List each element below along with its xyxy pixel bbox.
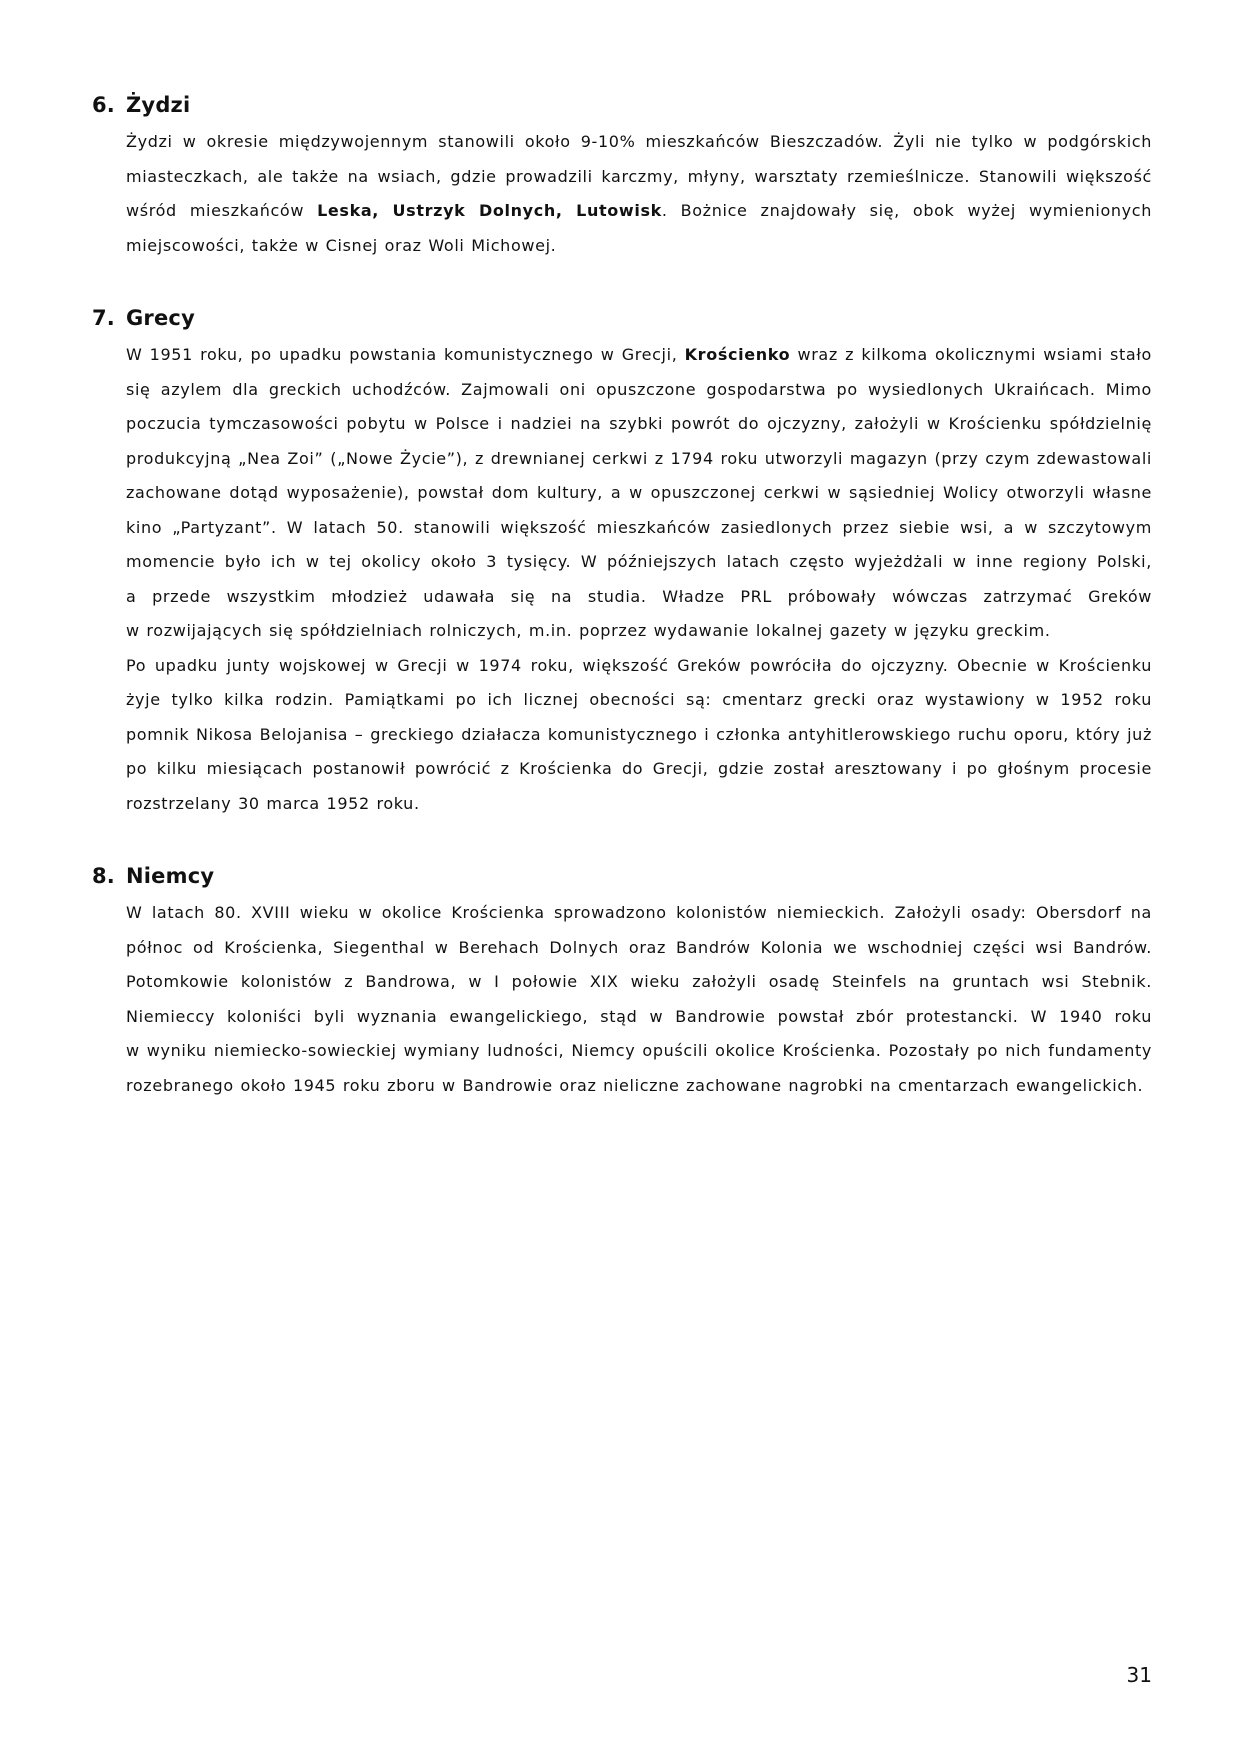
text-run: Po upadku junty wojskowej w Grecji w 1974 roku, większość Greków powróciła do ojczyzny. Obecnie w Krościenku żyje tylko kilka rodzin. Pamiątkami po ich licznej obecności są: cmentarz grecki oraz wystawiony w 1952 roku pomnik Nikosa Belojanisa – greckiego działacza komunistycznego i członka antyhitlerowskiego ruchu oporu, który już po kilku miesiącach postanowił powrócić z Krościenka do Grecji, gdzie został aresztowany i po głośnym procesie rozstrzelany 30 marca 1952 roku. (126, 655, 1152, 813)
paragraph (126, 338, 1152, 649)
bold-text-run: Krościenko (684, 345, 791, 364)
text-run: . Bożnice znajdowały się, obok wyżej wymienionych miejscowości, także w Cisnej oraz Woli Michowej. (126, 201, 1152, 255)
section-zydzi (92, 92, 1152, 263)
section-heading (92, 863, 1152, 889)
section-grecy (92, 305, 1152, 821)
text-run: W latach 80. XVIII wieku w okolice Krościenka sprowadzono kolonistów niemieckich. Założyli osady: Obersdorf na północ od Krościenka, Siegenthal w Berehach Dolnych oraz Bandrów Kolonia we wschodniej części wsi Bandrów. Potomkowie kolonistów z Bandrowa, w I połowie XIX wieku założyli osadę Steinfels na gruntach wsi Stebnik. Niemieccy koloniści byli wyznania ewangelickiego, stąd w Bandrowie powstał zbór protestancki. W 1940 roku w wyniku niemiecko-sowieckiej wymiany ludności, Niemcy opuścili okolice Krościenka. Pozostały po nich fundamenty rozebranego około 1945 roku zboru w Bandrowie oraz nieliczne zachowane nagrobki na cmentarzach ewangelickich. (126, 903, 1152, 1095)
paragraph (126, 896, 1152, 1103)
document-page (92, 92, 1152, 1103)
section-title: Niemcy (126, 864, 215, 888)
section-heading (92, 305, 1152, 331)
section-number: 7. (92, 306, 115, 330)
section-number: 6. (92, 93, 115, 117)
text-run: wraz z kilkoma okolicznymi wsiami stało się azylem dla greckich uchodźców. Zajmowali oni opuszczone gospodarstwa po wysiedlonych Ukraińcach. Mimo poczucia tymczasowości pobytu w Polsce i nadziei na szybki powrót do ojczyzny, założyli w Krościenku spółdzielnię produkcyjną „Nea Zoi” („Nowe Życie”), z drewnianej cerkwi z 1794 roku utworzyli magazyn (przy czym zdewastowali zachowane dotąd wyposażenie), powstał dom kultury, a w opuszczonej cerkwi w sąsiedniej Wolicy otworzyli własne kino „Partyzant”. W latach 50. stanowili większość mieszkańców zasiedlonych przez siebie wsi, a w szczytowym momencie było ich w tej okolicy około 3 tysięcy. W późniejszych latach często wyjeżdżali w inne regiony Polski, a przede wszystkim młodzież udawała się na studia. Władze PRL próbowały wówczas zatrzymać Greków w rozwijających się spółdzielniach rolniczych, m.in. poprzez wydawanie lokalnej gazety w języku greckim. (126, 345, 1152, 640)
paragraph (126, 125, 1152, 263)
section-body (126, 896, 1152, 1103)
bold-text-run: Leska, Ustrzyk Dolnych, Lutowisk (317, 201, 662, 220)
section-body (126, 338, 1152, 821)
section-number: 8. (92, 864, 115, 888)
section-title: Żydzi (126, 93, 191, 117)
section-niemcy (92, 863, 1152, 1103)
section-body (126, 125, 1152, 263)
text-run: Żydzi w okresie międzywojennym stanowili około 9-10% mieszkańców Bieszczadów. Żyli nie tylko w podgórskich miasteczkach, ale także na wsiach, gdzie prowadzili karczmy, młyny, warsztaty rzemieślnicze. Stanowili większość wśród mieszkańców (126, 132, 1152, 220)
section-title: Grecy (126, 306, 195, 330)
paragraph (126, 649, 1152, 822)
section-heading (92, 92, 1152, 118)
page-number: 31 (1126, 1663, 1152, 1687)
text-run: W 1951 roku, po upadku powstania komunistycznego w Grecji, (126, 345, 685, 364)
